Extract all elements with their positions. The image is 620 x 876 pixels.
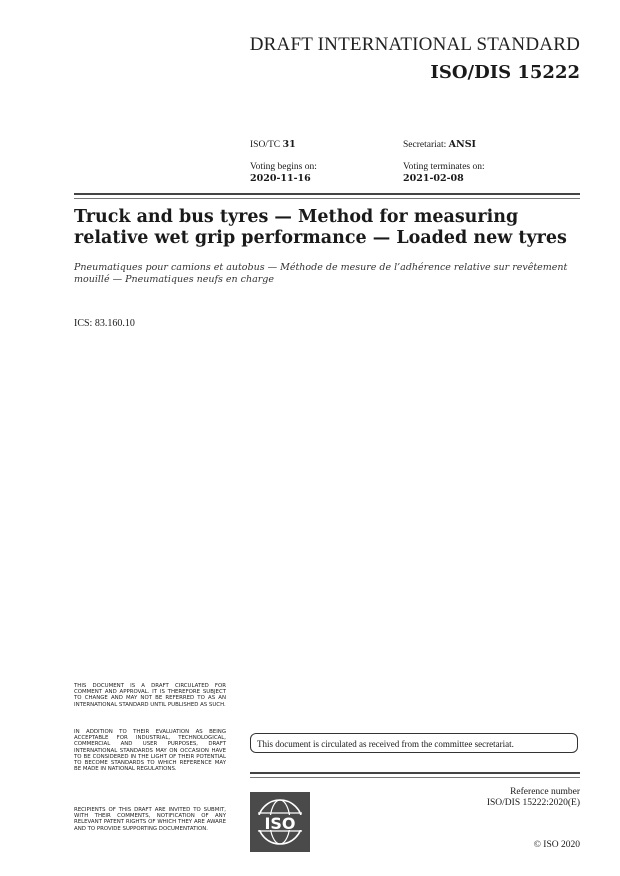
secretariat <box>403 139 476 151</box>
disclaimer-paragraph-1: THIS DOCUMENT IS A DRAFT CIRCULATED FOR COMMENT AND APPROVAL. IT IS THEREFORE SUBJECT TO CHANGE AND MAY NOT BE REFERRED TO AS AN INTERNATIONAL STANDARD UNTIL PUBLISHED AS SUCH. <box>74 683 226 708</box>
iso-logo-text: ISO <box>264 814 296 833</box>
reference-label: Reference number <box>510 787 580 797</box>
document-stage-heading: DRAFT INTERNATIONAL STANDARD <box>249 34 580 55</box>
disclaimer-paragraph-3: RECIPIENTS OF THIS DRAFT ARE INVITED TO SUBMIT, WITH THEIR COMMENTS, NOTIFICATION OF ANY RELEVANT PATENT RIGHTS OF WHICH THEY ARE AWARE AND TO PROVIDE SUPPORTING DOCUMENTATION. <box>74 807 226 832</box>
copyright: © ISO 2020 <box>533 840 580 850</box>
document-title: Truck and bus tyres — Method for measuring relative wet grip performance — Loaded new tyres <box>74 207 567 248</box>
divider-bottom-2 <box>250 777 580 778</box>
document-number: ISO/DIS 15222 <box>430 62 580 83</box>
divider-top-2 <box>74 198 580 199</box>
voting-begins-date: 2020-11-16 <box>250 173 311 184</box>
voting-terminates-date: 2021-02-08 <box>403 173 464 184</box>
reference-value: ISO/DIS 15222:2020(E) <box>486 798 580 808</box>
circulation-note: This document is circulated as received from the committee secretariat. <box>250 733 578 753</box>
ics-code: ICS: 83.160.10 <box>74 318 135 329</box>
disclaimer-paragraph-2: IN ADDITION TO THEIR EVALUATION AS BEING ACCEPTABLE FOR INDUSTRIAL, TECHNOLOGICAL, COMMERCIAL AND USER PURPOSES, DRAFT INTERNATIONAL STANDARDS MAY ON OCCASION HAVE TO BE CONSIDERED IN THE LIGHT OF THEIR POTENTIAL TO BECOME STANDARDS TO WHICH REFERENCE MAY BE MADE IN NATIONAL REGULATIONS. <box>74 729 226 773</box>
reference-number <box>487 787 580 809</box>
voting-begins-label: Voting begins on: <box>250 162 317 172</box>
iso-logo <box>250 792 310 852</box>
voting-terminates-label: Voting terminates on: <box>403 162 485 172</box>
divider-bottom-1 <box>250 772 580 774</box>
voting-begins <box>250 162 317 185</box>
tc-prefix: ISO/TC <box>250 140 283 150</box>
document-title-french: Pneumatiques pour camions et autobus — Méthode de mesure de l’adhérence relative sur revêtement mouillé — Pneumatiques neufs en charge <box>74 262 568 285</box>
technical-committee <box>250 139 296 151</box>
secretariat-value: ANSI <box>448 139 476 150</box>
divider-top-1 <box>74 193 580 195</box>
secretariat-label: Secretariat: <box>403 140 449 150</box>
tc-number: 31 <box>282 139 296 150</box>
voting-terminates <box>403 162 485 185</box>
